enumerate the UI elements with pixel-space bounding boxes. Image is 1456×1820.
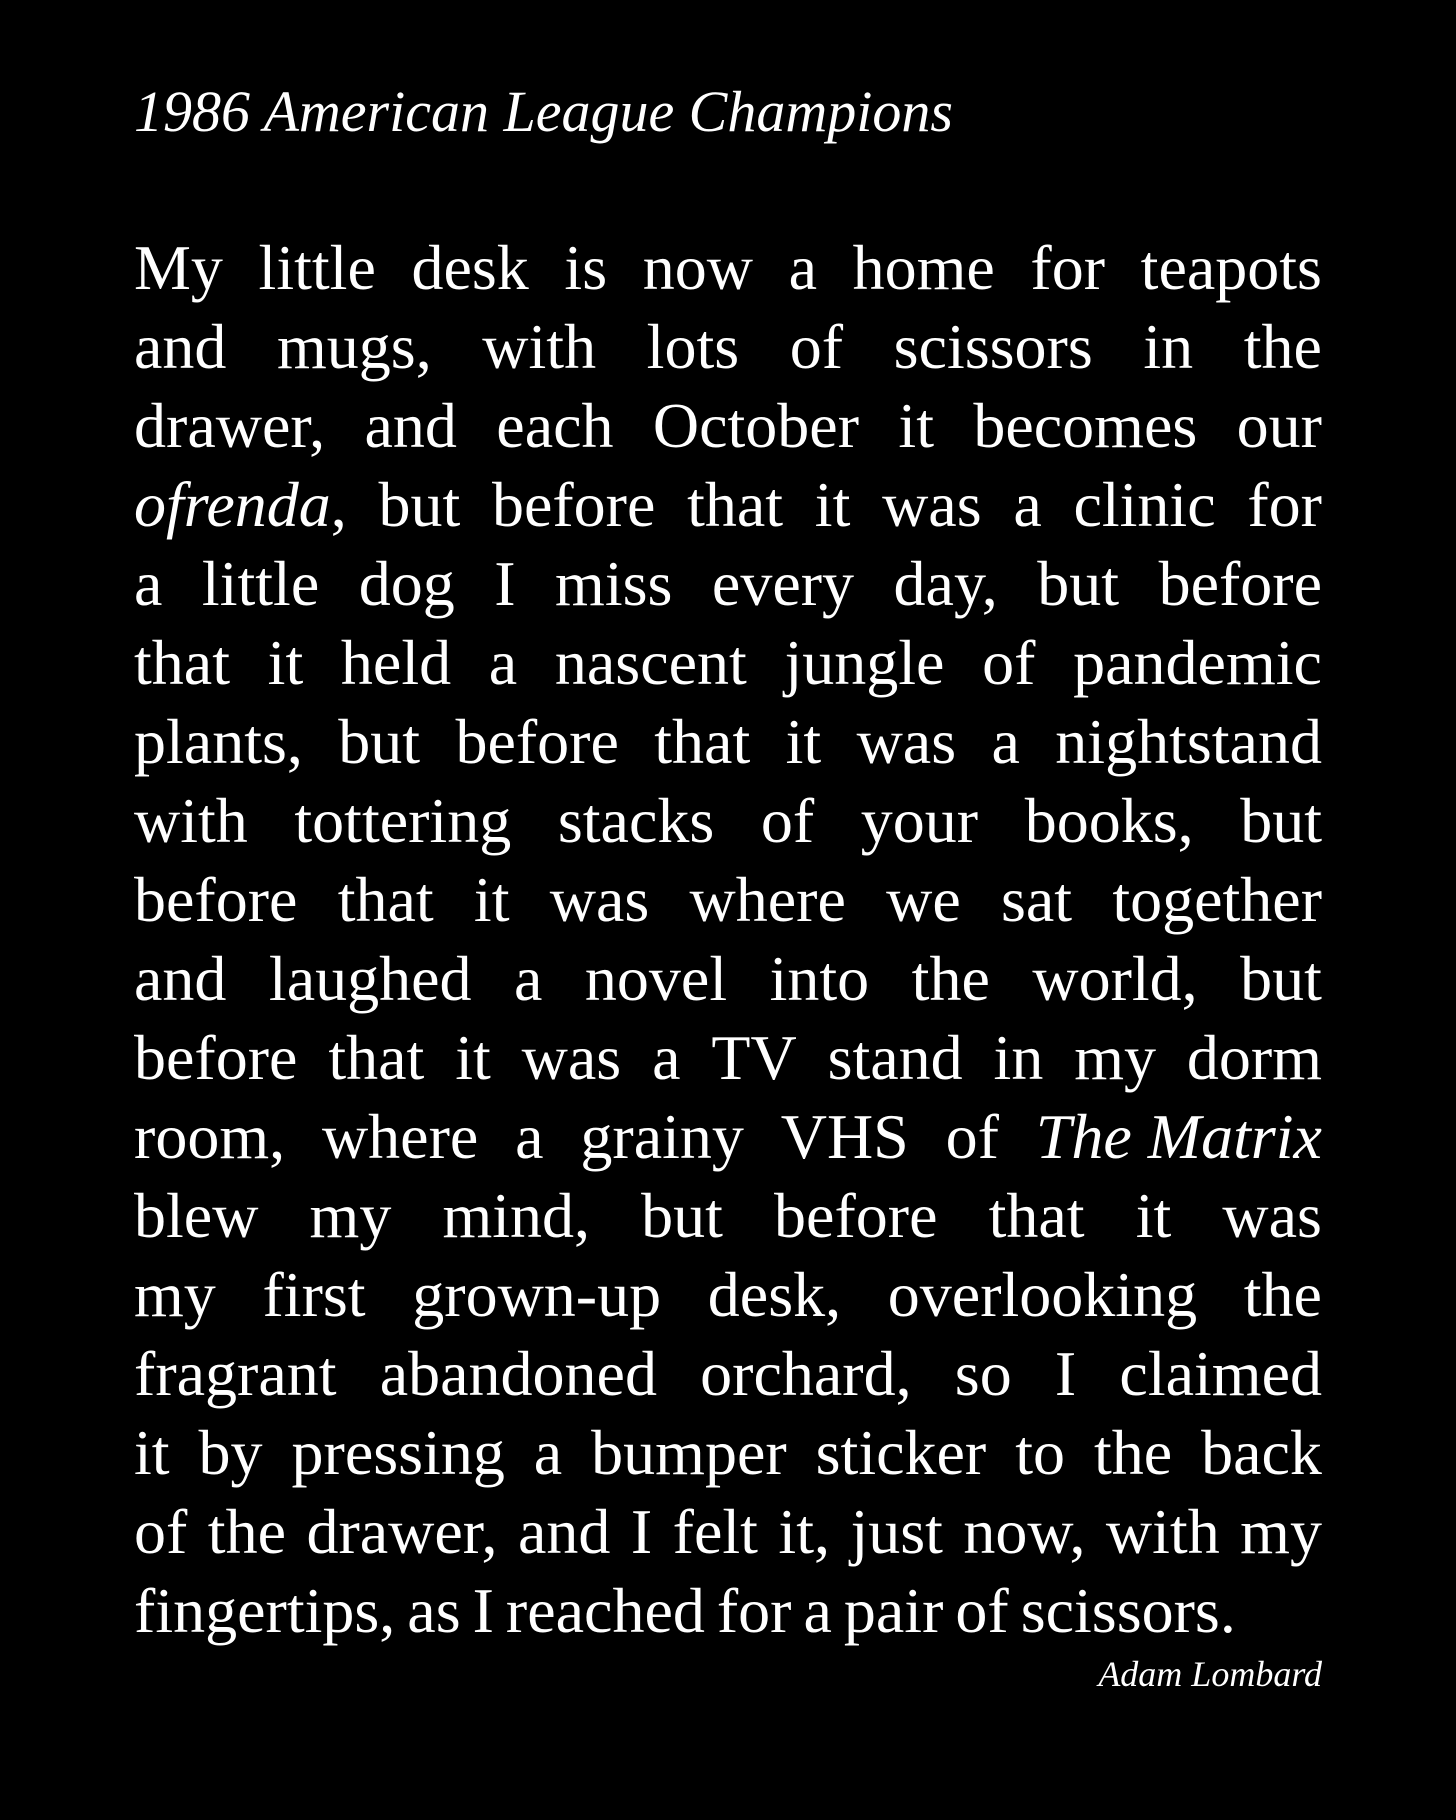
poem-line bbox=[134, 307, 1322, 386]
poem-word: but bbox=[338, 706, 421, 777]
poem-word: in bbox=[1143, 311, 1194, 382]
poem-word: as bbox=[407, 1575, 461, 1646]
poem-word: abandoned bbox=[379, 1338, 657, 1409]
poem-word: that bbox=[654, 706, 751, 777]
poem-word: my bbox=[1240, 1496, 1322, 1567]
poem-word: and bbox=[364, 390, 457, 461]
poem-line bbox=[134, 1492, 1322, 1571]
poem-word: a bbox=[514, 943, 543, 1014]
poem-word: my bbox=[309, 1180, 392, 1251]
poem-line bbox=[134, 781, 1322, 860]
poem-word: I bbox=[1054, 1338, 1077, 1409]
poem-word: felt bbox=[672, 1496, 758, 1567]
poem-word: with bbox=[1105, 1496, 1220, 1567]
poem-word: was bbox=[882, 469, 982, 540]
poem-word: home bbox=[852, 232, 995, 303]
poem-word: world, bbox=[1032, 943, 1198, 1014]
poem-word: we bbox=[886, 864, 961, 935]
poem-word: pair bbox=[843, 1575, 944, 1646]
poem-word: it bbox=[455, 1022, 491, 1093]
poem-word: that bbox=[328, 1022, 425, 1093]
poem-word: so bbox=[954, 1338, 1012, 1409]
poem-word: fragrant bbox=[134, 1338, 337, 1409]
poem-word: a bbox=[134, 548, 163, 619]
poem-line bbox=[134, 544, 1322, 623]
poem-word: reached bbox=[505, 1575, 705, 1646]
poem-word: nightstand bbox=[1055, 706, 1322, 777]
poem-word: was bbox=[549, 864, 650, 935]
poem-word: day, bbox=[893, 548, 998, 619]
poem-word: plants, bbox=[134, 706, 303, 777]
poem-line bbox=[134, 1176, 1322, 1255]
poem-word: just bbox=[850, 1496, 943, 1567]
poem-word: VHS bbox=[780, 1101, 909, 1172]
poem-word: grown-up bbox=[412, 1259, 662, 1330]
poem-word: before bbox=[491, 469, 656, 540]
poem-word: it bbox=[898, 390, 934, 461]
poem-word: scissors bbox=[893, 311, 1093, 382]
poem-author: Adam Lombard bbox=[1098, 1654, 1322, 1694]
poem-word: scissors. bbox=[1020, 1575, 1236, 1646]
poem-word: I bbox=[630, 1496, 653, 1567]
poem-word: now, bbox=[963, 1496, 1086, 1567]
poem-word: drawer, bbox=[134, 390, 326, 461]
poem-word: blew bbox=[134, 1180, 259, 1251]
poem-word: of bbox=[789, 311, 844, 382]
poem-line bbox=[134, 1255, 1322, 1334]
poem-word: that bbox=[988, 1180, 1085, 1251]
poem-word: it bbox=[473, 864, 510, 935]
poem-word: mugs, bbox=[277, 311, 432, 382]
poem-word: the bbox=[1093, 1417, 1173, 1488]
poem-word: clinic bbox=[1073, 469, 1216, 540]
poem-line bbox=[134, 1334, 1322, 1413]
poem-word: pandemic bbox=[1073, 627, 1322, 698]
poem-word: stand bbox=[827, 1022, 963, 1093]
poem-word: every bbox=[711, 548, 855, 619]
poem-word: grainy bbox=[580, 1101, 744, 1172]
poem-word: a bbox=[991, 706, 1020, 777]
poem-word: that bbox=[687, 469, 784, 540]
poem-word: tottering bbox=[294, 785, 512, 856]
poem-word: a bbox=[652, 1022, 681, 1093]
poem-word: that bbox=[337, 864, 434, 935]
poem-word: of bbox=[982, 627, 1036, 698]
poem-word: of bbox=[945, 1101, 999, 1172]
poem-word: it, bbox=[778, 1496, 830, 1567]
poem-word: my bbox=[134, 1259, 216, 1330]
poem-word: The Matrix bbox=[1035, 1101, 1322, 1172]
poem-word: room, bbox=[134, 1101, 286, 1172]
poem-word: for bbox=[1030, 232, 1106, 303]
poem-word: October bbox=[652, 390, 860, 461]
poem-word: of bbox=[134, 1496, 188, 1567]
poem-word: the bbox=[1243, 311, 1322, 382]
poem-line bbox=[134, 228, 1322, 307]
poem-line bbox=[134, 702, 1322, 781]
poem-word: My bbox=[134, 232, 223, 303]
poem-word: mind, bbox=[442, 1180, 590, 1251]
poem-word: laughed bbox=[268, 943, 472, 1014]
poem-word: stacks bbox=[557, 785, 715, 856]
poem-word: pressing bbox=[291, 1417, 505, 1488]
poem-word: with bbox=[482, 311, 597, 382]
poem-word: before bbox=[455, 706, 619, 777]
poem-word: ofrenda, bbox=[134, 469, 347, 540]
poem-word: sat bbox=[1000, 864, 1073, 935]
poem-word: and bbox=[134, 311, 227, 382]
poem-word: my bbox=[1074, 1022, 1156, 1093]
poem-word: now bbox=[642, 232, 753, 303]
poem-line bbox=[134, 939, 1322, 1018]
poem-word: for bbox=[716, 1575, 792, 1646]
poem-word: the bbox=[1243, 1259, 1322, 1330]
poem-word: bumper bbox=[591, 1417, 787, 1488]
poem-word: dorm bbox=[1186, 1022, 1322, 1093]
poem-word: TV bbox=[711, 1022, 797, 1093]
poem-word: was bbox=[521, 1022, 622, 1093]
poem-word: your bbox=[860, 785, 979, 856]
poem-word: little bbox=[258, 232, 376, 303]
poem-word: where bbox=[321, 1101, 479, 1172]
poem-word: books, bbox=[1024, 785, 1194, 856]
poem-word: it bbox=[785, 706, 822, 777]
poem-word: and bbox=[134, 943, 227, 1014]
poem-word: of bbox=[760, 785, 815, 856]
poem-word: novel bbox=[584, 943, 728, 1014]
poem-word: together bbox=[1112, 864, 1322, 935]
poem-word: dog bbox=[358, 548, 455, 619]
poem-line bbox=[134, 623, 1322, 702]
poem-word: but bbox=[1240, 785, 1322, 856]
poem-word: before bbox=[134, 864, 298, 935]
poem-word: a bbox=[488, 627, 518, 698]
poem-word: nascent bbox=[554, 627, 747, 698]
poem-word: each bbox=[496, 390, 614, 461]
poem-word: jungle bbox=[784, 627, 945, 698]
poem-word: miss bbox=[555, 548, 673, 619]
poem-line bbox=[134, 1571, 1322, 1650]
poem-word: claimed bbox=[1119, 1338, 1322, 1409]
poem-line bbox=[134, 465, 1322, 544]
poem-word: our bbox=[1236, 390, 1322, 461]
poem-word: I bbox=[494, 548, 516, 619]
poem-word: into bbox=[769, 943, 870, 1014]
poem-word: a bbox=[803, 1575, 832, 1646]
poem-word: of bbox=[955, 1575, 1009, 1646]
poem-word: by bbox=[198, 1417, 263, 1488]
poem-word: is bbox=[564, 232, 608, 303]
poem-word: was bbox=[1222, 1180, 1322, 1251]
poem-word: but bbox=[1240, 943, 1322, 1014]
poem-line bbox=[134, 386, 1322, 465]
poem-word: first bbox=[262, 1259, 366, 1330]
poem-line bbox=[134, 860, 1322, 939]
poem-word: a bbox=[788, 232, 817, 303]
poem-word: and bbox=[518, 1496, 611, 1567]
poem-word: orchard, bbox=[700, 1338, 912, 1409]
poem-word: for bbox=[1247, 469, 1322, 540]
poem-word: teapots bbox=[1140, 232, 1322, 303]
poem-line bbox=[134, 1097, 1322, 1176]
poem-word: it bbox=[814, 469, 851, 540]
poem-word: the bbox=[911, 943, 990, 1014]
poem-line bbox=[134, 1018, 1322, 1097]
poem-word: becomes bbox=[973, 390, 1198, 461]
poem-word: it bbox=[134, 1417, 170, 1488]
poem-word: with bbox=[134, 785, 248, 856]
poem-word: desk, bbox=[707, 1259, 842, 1330]
poem-word: back bbox=[1201, 1417, 1322, 1488]
poem-word: fingertips, bbox=[134, 1575, 396, 1646]
poem-title: 1986 American League Champions bbox=[134, 79, 953, 144]
poem-word: desk bbox=[411, 232, 529, 303]
poem-word: where bbox=[689, 864, 846, 935]
poem-word: in bbox=[993, 1022, 1044, 1093]
poem-word: I bbox=[472, 1575, 494, 1646]
poem-word: before bbox=[774, 1180, 938, 1251]
poem-word: to bbox=[1015, 1417, 1065, 1488]
poem-word: before bbox=[1158, 548, 1322, 619]
poem-word: overlooking bbox=[887, 1259, 1198, 1330]
poem-word: but bbox=[1037, 548, 1120, 619]
poem-word: sticker bbox=[815, 1417, 987, 1488]
poem-word: a bbox=[515, 1101, 544, 1172]
poem-word: it bbox=[1135, 1180, 1172, 1251]
poem-word: held bbox=[340, 627, 452, 698]
poem-word: but bbox=[378, 469, 461, 540]
poem-word: but bbox=[641, 1180, 723, 1251]
poem-word: lots bbox=[646, 311, 740, 382]
poem-word: little bbox=[201, 548, 320, 619]
poem-word: a bbox=[1013, 469, 1042, 540]
poem-word: a bbox=[533, 1417, 563, 1488]
poem-line bbox=[134, 1413, 1322, 1492]
poem-word: before bbox=[134, 1022, 298, 1093]
poem-body bbox=[134, 228, 1322, 1650]
poem-word: it bbox=[267, 627, 304, 698]
poem-word: the bbox=[207, 1496, 286, 1567]
poem-word: drawer, bbox=[306, 1496, 498, 1567]
poem-word: was bbox=[856, 706, 957, 777]
poem-word: that bbox=[134, 627, 230, 698]
